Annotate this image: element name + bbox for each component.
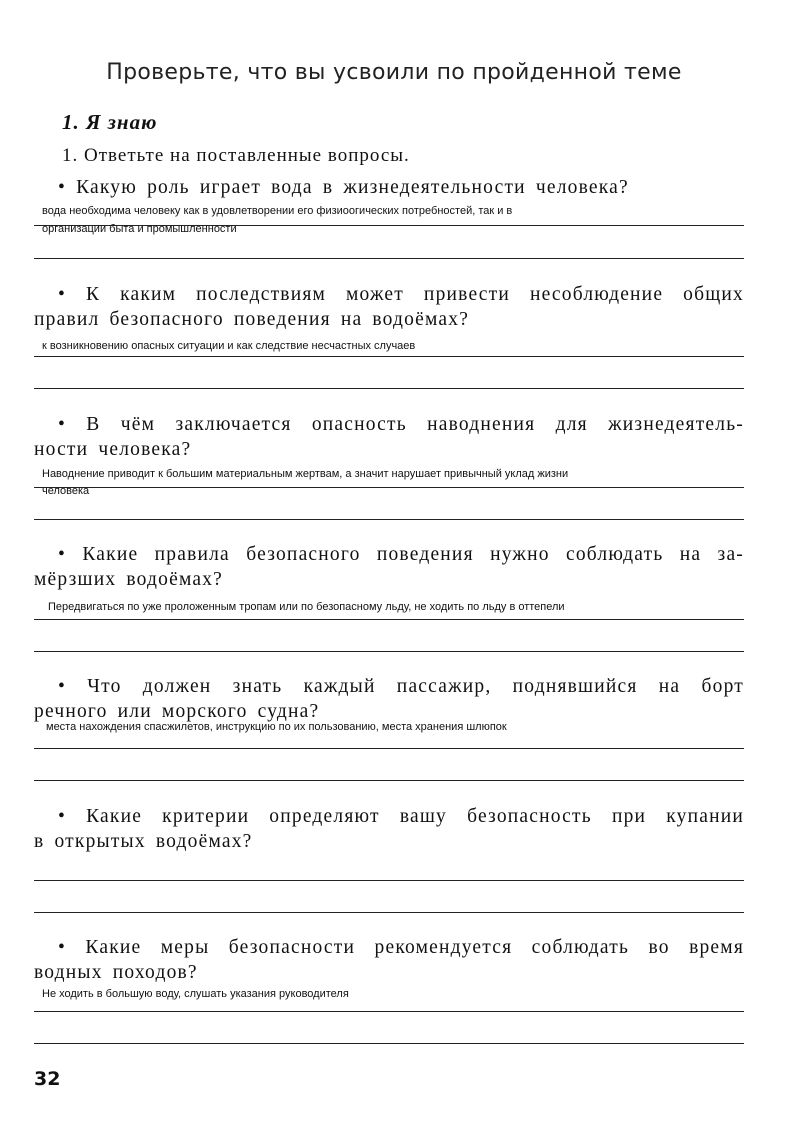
page-number: 32 [34, 1068, 61, 1090]
question-3 [34, 412, 744, 462]
answer-rule [34, 619, 744, 620]
answer-3-line-1: Наводнение приводит к большим материальным жертвам, а значит нарушает привычный уклад жизни [42, 468, 569, 480]
question-text: • Какую роль играет вода в жизнедеятельности человека? [58, 177, 629, 198]
answer-rule [34, 388, 744, 389]
answer-4-line-1: Передвигаться по уже проложенным тропам или по безопасному льду, не ходить по льду в оттепели [48, 601, 565, 613]
question-text: речного или морского судна? [34, 701, 320, 722]
answer-rule [34, 1011, 744, 1012]
answer-rule [34, 356, 744, 357]
question-4 [34, 542, 744, 592]
question-7 [34, 935, 744, 985]
question-5 [34, 674, 744, 724]
answer-1-line-1: вода необходима человеку как в удовлетворении его физиоогических потребностей, так и в [42, 205, 513, 217]
section-heading: 1. Я знаю [62, 110, 158, 134]
question-text: • В чём заключается опасность наводнения для жизнедеятель- [58, 414, 744, 435]
question-text: • Какие правила безопасного поведения нужно соблюдать на за- [58, 544, 744, 565]
answer-7-line-1: Не ходить в большую воду, слушать указания руководителя [42, 988, 349, 1000]
answer-rule [34, 1043, 744, 1044]
answer-rule [34, 780, 744, 781]
answer-rule [34, 912, 744, 913]
page-title: Проверьте, что вы усвоили по пройденной теме [106, 60, 682, 85]
question-text: водных походов? [34, 962, 198, 983]
answer-5-line-1: места нахождения спасжилетов, инструкцию по их пользованию, места хранения шлюпок [46, 721, 507, 733]
question-text: • К каким последствиям может привести несоблюдение общих [58, 284, 744, 305]
question-text: мёрзших водоёмах? [34, 569, 224, 590]
answer-rule [34, 519, 744, 520]
answer-rule [34, 258, 744, 259]
question-2 [34, 282, 744, 332]
answer-rule [34, 748, 744, 749]
answer-rule [34, 487, 744, 488]
answer-2-line-1: к возникновению опасных ситуации и как следствие несчастных случаев [42, 340, 416, 352]
task-instruction: 1. Ответьте на поставленные вопросы. [62, 145, 410, 166]
question-text: • Какие меры безопасности рекомендуется соблюдать во время [58, 937, 744, 958]
question-text: ности человека? [34, 439, 192, 460]
answer-3-line-2: человека [42, 485, 90, 497]
answer-1-line-2: организации быта и промышленности [42, 223, 237, 235]
answer-rule [34, 651, 744, 652]
question-text: в открытых водоёмах? [34, 831, 253, 852]
question-text: • Какие критерии определяют вашу безопасность при купании [58, 806, 744, 827]
question-text: правил безопасного поведения на водоёмах? [34, 309, 470, 330]
question-1 [34, 175, 744, 200]
question-6 [34, 804, 744, 854]
question-text: • Что должен знать каждый пассажир, поднявшийся на борт [58, 676, 744, 697]
answer-rule [34, 880, 744, 881]
